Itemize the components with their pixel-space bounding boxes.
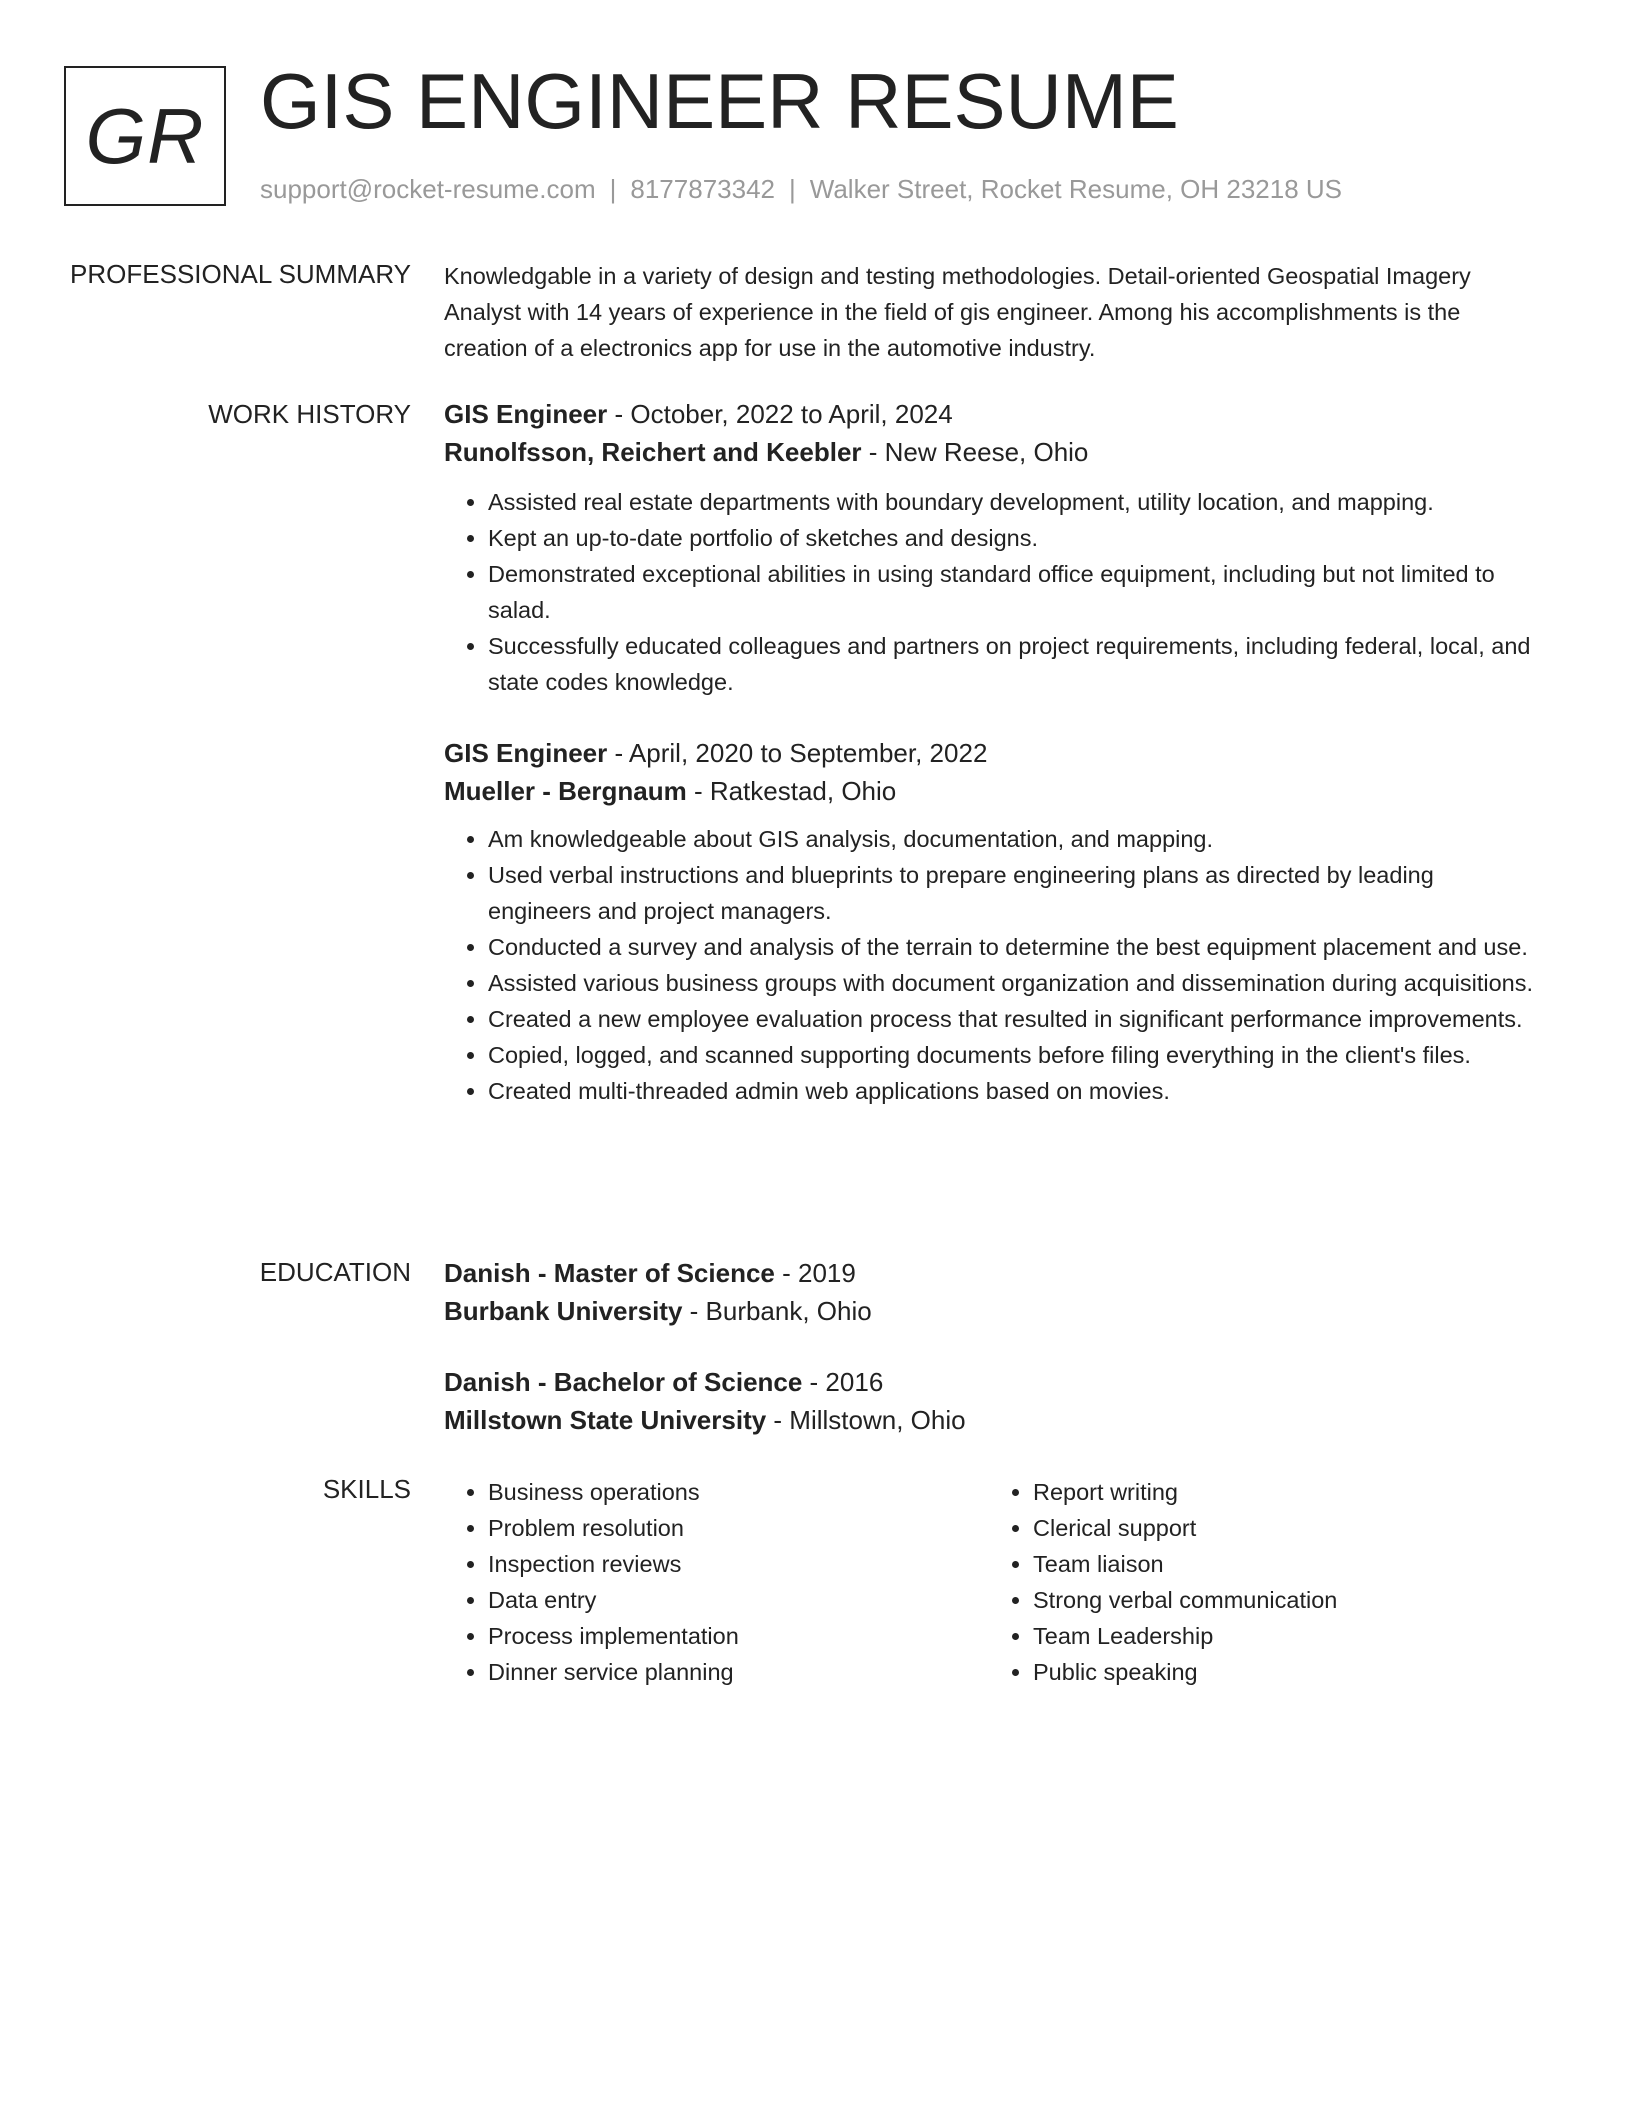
resume-title: GIS ENGINEER RESUME bbox=[260, 57, 1179, 145]
list-item: • Process implementation bbox=[488, 1618, 989, 1654]
section-label-skills: SKILLS bbox=[322, 1474, 411, 1504]
list-item: • Clerical support bbox=[1033, 1510, 1534, 1546]
school: Burbank University bbox=[444, 1296, 683, 1326]
list-item: • Used verbal instructions and blueprints to prepare engineering plans as directed by leading engineers and project managers. bbox=[488, 857, 1534, 929]
skills-list-left bbox=[444, 1474, 989, 1690]
section-label-work-history: WORK HISTORY bbox=[208, 399, 411, 429]
list-item: • Assisted various business groups with document organization and dissemination during acquisitions. bbox=[488, 965, 1534, 1001]
job-company: Runolfsson, Reichert and Keebler bbox=[444, 437, 862, 467]
list-item: • Data entry bbox=[488, 1582, 989, 1618]
school: Millstown State University bbox=[444, 1405, 767, 1435]
job-dates: - October, 2022 to April, 2024 bbox=[607, 399, 953, 429]
contact-separator: | bbox=[609, 174, 617, 204]
degree: Danish - Bachelor of Science bbox=[444, 1367, 803, 1397]
job-entry-1 bbox=[444, 396, 1534, 700]
section-label-education: EDUCATION bbox=[259, 1257, 411, 1287]
job-company-line bbox=[444, 771, 1534, 811]
list-item: • Team liaison bbox=[1033, 1546, 1534, 1582]
list-item: • Successfully educated colleagues and partners on project requirements, including federal, local, and state codes knowledge. bbox=[488, 628, 1534, 700]
contact-address: Walker Street, Rocket Resume, OH 23218 US bbox=[809, 174, 1343, 204]
list-item: • Report writing bbox=[1033, 1474, 1534, 1510]
education-entry-1 bbox=[444, 1255, 1534, 1331]
contact-separator: | bbox=[789, 174, 796, 204]
contact-phone: 8177873342 bbox=[630, 174, 775, 204]
school-line bbox=[444, 1291, 1534, 1331]
education-entry-2 bbox=[444, 1364, 1534, 1440]
degree: Danish - Master of Science bbox=[444, 1258, 775, 1288]
list-item: • Am knowledgeable about GIS analysis, documentation, and mapping. bbox=[488, 821, 1534, 857]
list-item: • Public speaking bbox=[1033, 1654, 1534, 1690]
degree-line bbox=[444, 1364, 1534, 1400]
job-company: Mueller - Bergnaum bbox=[444, 776, 687, 806]
list-item: • Dinner service planning bbox=[488, 1654, 989, 1690]
school-line bbox=[444, 1400, 1534, 1440]
list-item: • Business operations bbox=[488, 1474, 989, 1510]
summary-text: Knowledgable in a variety of design and testing methodologies. Detail-oriented Geospatial Imagery Analyst with 14 years of experience in the field of gis engineer. Among his accomplishments is the creation of a electronics app for use in the automotive industry. bbox=[444, 263, 1471, 361]
section-label-summary: PROFESSIONAL SUMMARY bbox=[70, 259, 411, 289]
list-item: • Copied, logged, and scanned supporting documents before filing everything in the client's files. bbox=[488, 1037, 1534, 1073]
job-company-line bbox=[444, 432, 1534, 472]
monogram-initials: GR bbox=[85, 92, 205, 180]
list-item: • Strong verbal communication bbox=[1033, 1582, 1534, 1618]
degree-year: - 2019 bbox=[774, 1258, 856, 1288]
list-item: • Created a new employee evaluation process that resulted in significant performance improvements. bbox=[488, 1001, 1534, 1037]
job-title: GIS Engineer bbox=[444, 399, 608, 429]
job-location: - New Reese, Ohio bbox=[861, 437, 1089, 467]
job-title-line bbox=[444, 396, 1534, 432]
list-item: • Kept an up-to-date portfolio of sketches and designs. bbox=[488, 520, 1534, 556]
list-item: • Conducted a survey and analysis of the terrain to determine the best equipment placement and use. bbox=[488, 929, 1534, 965]
monogram-box bbox=[64, 66, 226, 206]
job-title-line bbox=[444, 735, 1534, 771]
skills-list-right bbox=[989, 1474, 1534, 1690]
job-title: GIS Engineer bbox=[444, 738, 608, 768]
job-entry-2 bbox=[444, 735, 1534, 1109]
list-item: • Demonstrated exceptional abilities in using standard office equipment, including but not limited to salad. bbox=[488, 556, 1534, 628]
job-location: - Ratkestad, Ohio bbox=[686, 776, 897, 806]
list-item: • Created multi-threaded admin web applications based on movies. bbox=[488, 1073, 1534, 1109]
job-bullets bbox=[444, 821, 1534, 1109]
contact-email: support@rocket-resume.com bbox=[260, 174, 596, 204]
list-item: • Team Leadership bbox=[1033, 1618, 1534, 1654]
list-item: • Problem resolution bbox=[488, 1510, 989, 1546]
job-dates: - April, 2020 to September, 2022 bbox=[607, 738, 988, 768]
degree-line bbox=[444, 1255, 1534, 1291]
skills-columns bbox=[444, 1474, 1534, 1690]
school-location: - Millstown, Ohio bbox=[766, 1405, 966, 1435]
job-bullets bbox=[444, 484, 1534, 700]
contact-line bbox=[260, 174, 1342, 204]
list-item: • Inspection reviews bbox=[488, 1546, 989, 1582]
degree-year: - 2016 bbox=[802, 1367, 884, 1397]
school-location: - Burbank, Ohio bbox=[682, 1296, 872, 1326]
list-item: • Assisted real estate departments with boundary development, utility location, and mapping. bbox=[488, 484, 1534, 520]
